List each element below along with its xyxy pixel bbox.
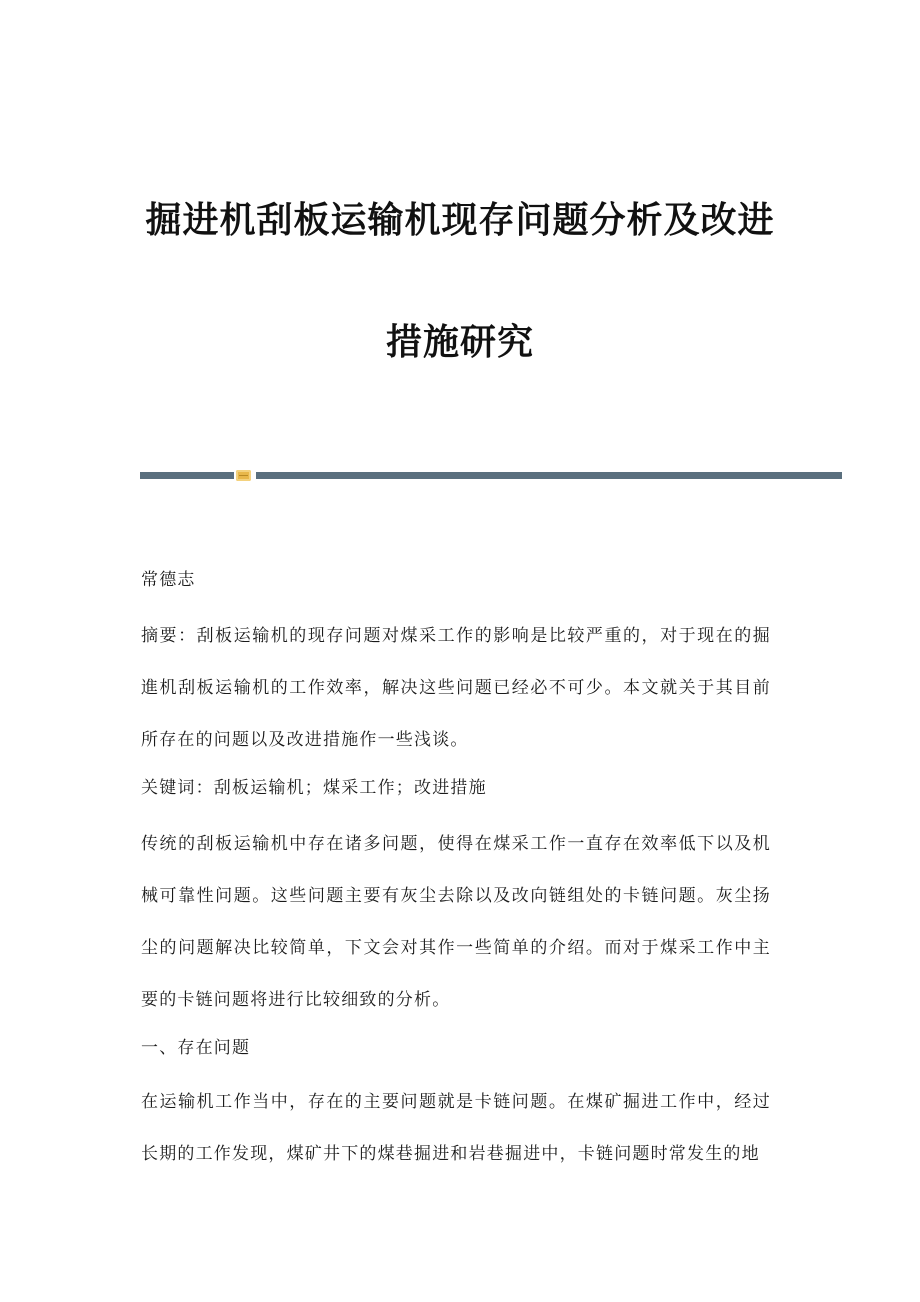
divider-bar-left bbox=[140, 472, 234, 479]
author-name: 常德志 bbox=[141, 570, 196, 590]
intro-paragraph: 传统的刮板运输机中存在诸多问题，使得在煤采工作一直存在效率低下以及机械可靠性问题。这些问题主要有灰尘去除以及改向链组处的卡链问题。灰尘扬尘的问题解决比较简单，下文会对其作一些简单的介绍。而对于煤采工作中主要的卡链问题将进行比较细致的分析。 bbox=[141, 834, 771, 1010]
keywords-line: 关键词：刮板运输机；煤采工作；改进措施 bbox=[141, 778, 487, 798]
document-title-line-1: 掘进机刮板运输机现存问题分析及改进 bbox=[145, 200, 775, 241]
section-body-paragraph: 在运输机工作当中，存在的主要问题就是卡链问题。在煤矿掘进工作中，经过长期的工作发现，煤矿井下的煤巷掘进和岩巷掘进中，卡链问题时常发生的地 bbox=[141, 1092, 771, 1164]
divider-bar-right bbox=[256, 472, 842, 479]
divider-ornament-icon bbox=[236, 470, 251, 481]
document-title-line-2: 措施研究 bbox=[385, 322, 534, 363]
section-heading: 一、存在问题 bbox=[141, 1038, 251, 1058]
abstract-paragraph: 摘要：刮板运输机的现存问题对煤采工作的影响是比较严重的，对于现在的掘進机刮板运输机的工作效率，解决这些问题已经必不可少。本文就关于其目前所存在的问题以及改进措施作一些浅谈。 bbox=[141, 626, 771, 750]
title-divider bbox=[140, 468, 842, 482]
